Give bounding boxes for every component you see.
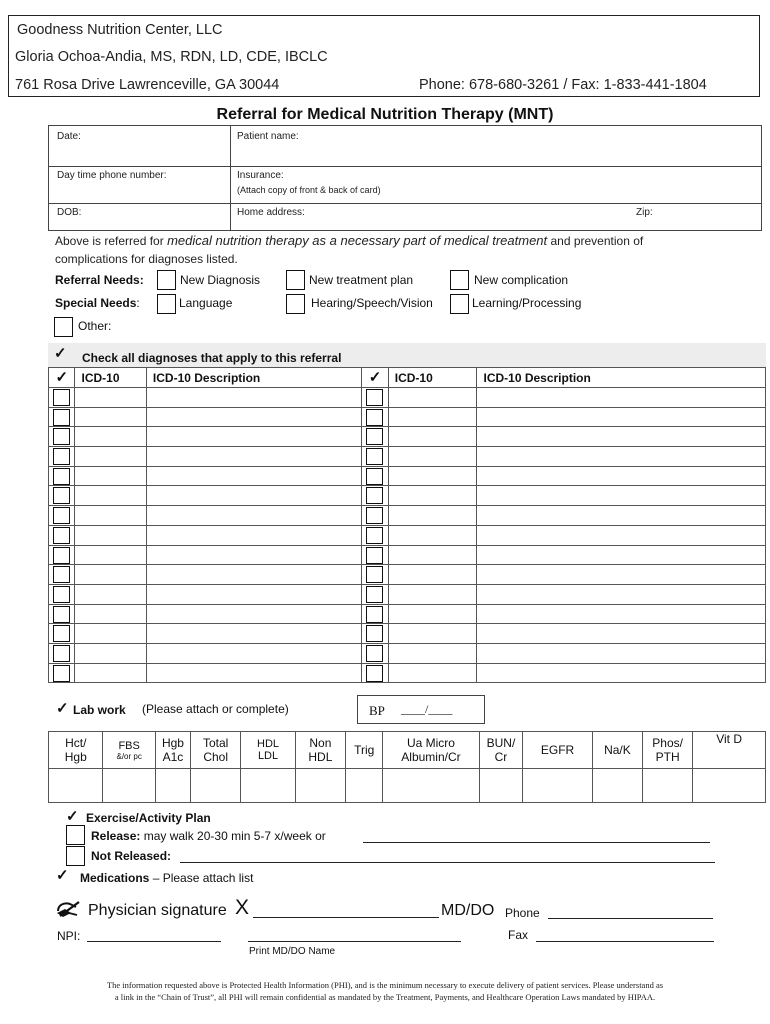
lab-header-line1: Hct/ xyxy=(65,736,87,750)
left-icd-cell[interactable] xyxy=(75,663,146,683)
signature-x-mark: X xyxy=(235,896,250,919)
lab-value-cell[interactable] xyxy=(191,769,241,803)
diagnosis-checkbox[interactable] xyxy=(366,448,383,465)
right-icd-cell[interactable] xyxy=(388,604,477,624)
lab-check-icon: ✓ xyxy=(56,700,69,717)
footer-line1: The information requested above is Protected Health Information (PHI), and is the minimum necessary to execute delivery of patient services. Please understand as xyxy=(106,980,664,990)
release-checkbox[interactable] xyxy=(66,825,85,845)
not-released-line[interactable] xyxy=(180,862,715,863)
diagnosis-checkbox[interactable] xyxy=(366,389,383,406)
left-desc-cell[interactable] xyxy=(146,466,361,486)
day-phone-label: Day time phone number: xyxy=(57,170,167,181)
lab-header-cell xyxy=(523,732,592,769)
insurance-field[interactable] xyxy=(230,166,762,204)
dob-label: DOB: xyxy=(57,207,82,218)
left-icd-header: ICD-10 xyxy=(75,368,146,388)
right-check-header xyxy=(362,368,388,388)
right-check-cell[interactable] xyxy=(362,624,388,644)
right-check-cell[interactable] xyxy=(362,565,388,585)
diagnosis-row xyxy=(49,466,766,486)
not-released-label: Not Released: xyxy=(91,849,172,863)
left-check-cell[interactable] xyxy=(49,643,75,663)
right-icd-cell[interactable] xyxy=(388,506,477,526)
right-check-cell[interactable] xyxy=(362,466,388,486)
right-desc-cell[interactable] xyxy=(477,604,766,624)
patient-name-label: Patient name: xyxy=(237,131,299,142)
diagnosis-row xyxy=(49,506,766,526)
left-icd-cell[interactable] xyxy=(75,427,146,447)
left-check-cell[interactable] xyxy=(49,486,75,506)
other-checkbox[interactable] xyxy=(54,317,73,337)
right-desc-cell[interactable] xyxy=(477,466,766,486)
right-icd-cell[interactable] xyxy=(388,427,477,447)
left-desc-cell[interactable] xyxy=(146,447,361,467)
left-desc-cell[interactable] xyxy=(146,624,361,644)
provider-name: Gloria Ochoa-Andia, MS, RDN, LD, CDE, IBCLC xyxy=(15,49,328,65)
lab-value-cell[interactable] xyxy=(643,769,693,803)
bp-field[interactable] xyxy=(357,695,485,724)
new-treatment-label: New treatment plan xyxy=(309,273,414,287)
learning-label: Learning/Processing xyxy=(472,296,582,310)
left-desc-cell[interactable] xyxy=(146,663,361,683)
lab-value-cell[interactable] xyxy=(479,769,523,803)
intro-italic: medical nutrition therapy as a necessary part of medical treatment xyxy=(167,233,548,248)
left-desc-cell[interactable] xyxy=(146,584,361,604)
left-icd-cell[interactable] xyxy=(75,506,146,526)
right-icd-cell[interactable] xyxy=(388,447,477,467)
diagnosis-checkbox[interactable] xyxy=(53,468,70,485)
lab-header-cell xyxy=(49,732,103,769)
diagnosis-checkbox[interactable] xyxy=(53,566,70,583)
lab-header-line1: Total xyxy=(203,736,229,750)
right-desc-cell[interactable] xyxy=(477,584,766,604)
right-desc-cell[interactable] xyxy=(477,447,766,467)
left-check-cell[interactable] xyxy=(49,624,75,644)
release-line[interactable] xyxy=(363,842,710,843)
left-check-cell[interactable] xyxy=(49,407,75,427)
org-name: Goodness Nutrition Center, LLC xyxy=(17,22,223,38)
lab-header-line2: LDL xyxy=(257,750,279,762)
date-label: Date: xyxy=(57,131,81,142)
lab-header-cell xyxy=(155,732,190,769)
fax-label: Fax xyxy=(508,928,529,942)
diagnosis-checkbox[interactable] xyxy=(366,409,383,426)
lab-header-line1: Non xyxy=(309,736,332,750)
diagnosis-row xyxy=(49,584,766,604)
lab-header-line2: PTH xyxy=(655,750,680,764)
right-desc-cell[interactable] xyxy=(477,388,766,408)
left-icd-cell[interactable] xyxy=(75,388,146,408)
diagnosis-checkbox[interactable] xyxy=(366,645,383,662)
right-icd-cell[interactable] xyxy=(388,545,477,565)
lab-value-cell[interactable] xyxy=(346,769,383,803)
lab-value-cell[interactable] xyxy=(693,769,766,803)
lab-header-line1: HDL xyxy=(257,738,280,750)
left-icd-cell[interactable] xyxy=(75,525,146,545)
lab-header-line2: HDL xyxy=(308,750,333,764)
right-desc-cell[interactable] xyxy=(477,663,766,683)
diagnosis-checkbox[interactable] xyxy=(366,547,383,564)
lab-header-row xyxy=(49,732,766,769)
right-icd-cell[interactable] xyxy=(388,486,477,506)
referral-intro xyxy=(55,232,755,268)
right-check-cell[interactable] xyxy=(362,604,388,624)
lab-header-cell xyxy=(479,732,523,769)
diagnosis-checkbox[interactable] xyxy=(366,487,383,504)
left-desc-cell[interactable] xyxy=(146,643,361,663)
lab-header-line1: Ua Micro xyxy=(406,736,455,750)
diagnosis-checkbox[interactable] xyxy=(366,625,383,642)
diagnosis-checkbox[interactable] xyxy=(53,409,70,426)
right-icd-cell[interactable] xyxy=(388,525,477,545)
lab-value-cell[interactable] xyxy=(295,769,345,803)
diagnosis-checkbox[interactable] xyxy=(366,468,383,485)
right-check-cell[interactable] xyxy=(362,663,388,683)
left-check-cell[interactable] xyxy=(49,466,75,486)
zip-label: Zip: xyxy=(636,207,653,218)
new-diagnosis-checkbox[interactable] xyxy=(157,270,176,290)
left-icd-cell[interactable] xyxy=(75,643,146,663)
intro-line2: complications for diagnoses listed. xyxy=(55,252,238,266)
day-phone-field[interactable] xyxy=(48,166,231,204)
diagnosis-checkbox[interactable] xyxy=(53,625,70,642)
diagnoses-rows xyxy=(49,388,766,683)
right-icd-cell[interactable] xyxy=(388,466,477,486)
diagnosis-checkbox[interactable] xyxy=(53,527,70,544)
diagnosis-row xyxy=(49,486,766,506)
diagnosis-checkbox[interactable] xyxy=(53,586,70,603)
left-check-cell[interactable] xyxy=(49,388,75,408)
npi-line[interactable] xyxy=(87,941,221,942)
right-check-cell[interactable] xyxy=(362,447,388,467)
left-check-cell[interactable] xyxy=(49,663,75,683)
diagnoses-header-row xyxy=(49,368,766,388)
bp-label: BP xyxy=(369,703,385,718)
left-desc-cell[interactable] xyxy=(146,545,361,565)
right-desc-cell[interactable] xyxy=(477,486,766,506)
npi-label: NPI: xyxy=(57,929,81,943)
diagnoses-title: Check all diagnoses that apply to this referral xyxy=(82,351,342,365)
lab-value-cell[interactable] xyxy=(383,769,479,803)
lab-header-line1: Trig xyxy=(354,743,375,757)
lab-title: Lab work xyxy=(73,703,126,717)
diagnosis-checkbox[interactable] xyxy=(53,448,70,465)
right-check-cell[interactable] xyxy=(362,584,388,604)
left-desc-cell[interactable] xyxy=(146,486,361,506)
medications-label: Medications xyxy=(80,871,150,885)
print-name-label: Print MD/DO Name xyxy=(249,946,336,957)
medications-desc: – Please attach list xyxy=(149,871,254,885)
right-desc-cell[interactable] xyxy=(477,506,766,526)
special-needs-colon: : xyxy=(136,296,140,310)
diagnosis-row xyxy=(49,624,766,644)
lab-note: (Please attach or complete) xyxy=(142,702,289,716)
special-needs-text: Special Needs xyxy=(55,296,137,310)
lab-header-cell xyxy=(346,732,383,769)
right-icd-cell[interactable] xyxy=(388,407,477,427)
right-icd-cell[interactable] xyxy=(388,663,477,683)
lab-header-line2: Chol xyxy=(203,750,229,764)
left-icd-cell[interactable] xyxy=(75,604,146,624)
right-icd-cell[interactable] xyxy=(388,565,477,585)
home-address-field[interactable] xyxy=(230,203,762,231)
right-desc-cell[interactable] xyxy=(477,427,766,447)
lab-header-line2: A1c xyxy=(162,750,184,764)
lab-table xyxy=(48,731,766,803)
left-check-cell[interactable] xyxy=(49,506,75,526)
diagnosis-row xyxy=(49,427,766,447)
diagnosis-checkbox[interactable] xyxy=(366,665,383,682)
insurance-note: (Attach copy of front & back of card) xyxy=(237,185,381,195)
new-complication-label: New complication xyxy=(474,273,569,287)
right-icd-cell[interactable] xyxy=(388,624,477,644)
right-check-cell[interactable] xyxy=(362,388,388,408)
release-text xyxy=(91,829,326,843)
insurance-label: Insurance: xyxy=(237,170,284,181)
diagnosis-row xyxy=(49,388,766,408)
left-check-cell[interactable] xyxy=(49,584,75,604)
lab-value-cell[interactable] xyxy=(155,769,190,803)
lab-header-line1: Vit D xyxy=(716,732,743,746)
left-check-cell[interactable] xyxy=(49,604,75,624)
right-desc-cell[interactable] xyxy=(477,565,766,585)
lab-header-line1: EGFR xyxy=(540,743,575,757)
left-desc-cell[interactable] xyxy=(146,525,361,545)
bp-blank: ____/____ xyxy=(401,702,453,716)
pen-signature-icon xyxy=(55,899,83,919)
new-diagnosis-label: New Diagnosis xyxy=(180,273,261,287)
diagnosis-row xyxy=(49,525,766,545)
lab-header-line1: Phos/ xyxy=(652,736,683,750)
right-check-cell[interactable] xyxy=(362,427,388,447)
right-icd-cell[interactable] xyxy=(388,584,477,604)
left-desc-cell[interactable] xyxy=(146,407,361,427)
exercise-title: Exercise/Activity Plan xyxy=(86,811,211,825)
diagnosis-checkbox[interactable] xyxy=(366,586,383,603)
lab-header-cell xyxy=(295,732,345,769)
exercise-check-icon: ✓ xyxy=(66,808,79,825)
left-desc-cell[interactable] xyxy=(146,565,361,585)
phi-footer xyxy=(0,979,770,1003)
diagnosis-row xyxy=(49,643,766,663)
left-check-cell[interactable] xyxy=(49,565,75,585)
footer-line2: a link in the “Chain of Trust”, all PHI will remain confidential as mandated by the Treatment, Payments, and Healthcare Operation Laws mandated by HIPAA. xyxy=(114,992,656,1002)
dob-field[interactable] xyxy=(48,203,231,231)
home-address-label: Home address: xyxy=(237,207,305,218)
intro-part2: and prevention of xyxy=(547,234,644,248)
left-check-header xyxy=(49,368,75,388)
right-desc-cell[interactable] xyxy=(477,407,766,427)
form-title: Referral for Medical Nutrition Therapy (MNT) xyxy=(216,106,554,123)
lab-header-line2: Hgb xyxy=(64,750,87,764)
other-label: Other: xyxy=(78,319,112,333)
lab-header-line2: Cr xyxy=(494,750,508,764)
new-treatment-checkbox[interactable] xyxy=(286,270,305,290)
diagnosis-checkbox[interactable] xyxy=(53,487,70,504)
diagnosis-checkbox[interactable] xyxy=(53,428,70,445)
fax-line[interactable] xyxy=(536,941,714,942)
lab-header-cell xyxy=(643,732,693,769)
right-icd-header: ICD-10 xyxy=(388,368,477,388)
hearing-label: Hearing/Speech/Vision xyxy=(311,296,433,310)
lab-value-cell[interactable] xyxy=(49,769,103,803)
lab-header-line2: &/or pc xyxy=(116,751,142,761)
left-icd-cell[interactable] xyxy=(75,624,146,644)
diagnosis-checkbox[interactable] xyxy=(366,566,383,583)
language-label: Language xyxy=(179,296,233,310)
right-check-cell[interactable] xyxy=(362,643,388,663)
right-check-header-icon: ✓ xyxy=(368,369,382,386)
physician-signature-label: Physician signature xyxy=(88,902,227,919)
lab-header-cell xyxy=(103,732,155,769)
lab-value-cell[interactable] xyxy=(523,769,592,803)
right-check-cell[interactable] xyxy=(362,486,388,506)
diagnosis-checkbox[interactable] xyxy=(366,606,383,623)
medications-text xyxy=(80,871,253,885)
lab-value-cell[interactable] xyxy=(241,769,295,803)
left-icd-cell[interactable] xyxy=(75,584,146,604)
diagnosis-checkbox[interactable] xyxy=(366,507,383,524)
left-desc-header: ICD-10 Description xyxy=(146,368,361,388)
diagnosis-checkbox[interactable] xyxy=(366,428,383,445)
referral-needs-label: Referral Needs: xyxy=(55,273,144,287)
not-released-checkbox[interactable] xyxy=(66,846,85,866)
diagnosis-checkbox[interactable] xyxy=(53,645,70,662)
diagnosis-row xyxy=(49,604,766,624)
right-check-cell[interactable] xyxy=(362,407,388,427)
right-icd-cell[interactable] xyxy=(388,388,477,408)
lab-header-cell xyxy=(693,732,766,769)
date-field[interactable] xyxy=(48,125,231,167)
diagnosis-row xyxy=(49,545,766,565)
left-desc-cell[interactable] xyxy=(146,604,361,624)
lab-header-cell xyxy=(191,732,241,769)
diagnosis-row xyxy=(49,447,766,467)
diagnosis-checkbox[interactable] xyxy=(366,527,383,544)
md-do-label: MD/DO xyxy=(441,902,495,919)
new-complication-checkbox[interactable] xyxy=(450,270,469,290)
medications-check-icon: ✓ xyxy=(56,867,69,884)
left-icd-cell[interactable] xyxy=(75,447,146,467)
diagnosis-row xyxy=(49,663,766,683)
special-needs-label xyxy=(55,296,140,310)
right-check-cell[interactable] xyxy=(362,506,388,526)
diagnosis-checkbox[interactable] xyxy=(53,507,70,524)
right-desc-cell[interactable] xyxy=(477,545,766,565)
right-icd-cell[interactable] xyxy=(388,643,477,663)
release-desc: may walk 20-30 min 5-7 x/week or xyxy=(140,829,326,843)
lab-header-line1: BUN/ xyxy=(486,736,516,750)
lab-header-cell xyxy=(241,732,295,769)
patient-name-field[interactable] xyxy=(230,125,762,167)
lab-value-cell[interactable] xyxy=(592,769,642,803)
right-check-cell[interactable] xyxy=(362,525,388,545)
language-checkbox[interactable] xyxy=(157,294,176,314)
right-desc-header: ICD-10 Description xyxy=(477,368,766,388)
intro-part1: Above is referred for xyxy=(55,234,168,248)
diagnosis-checkbox[interactable] xyxy=(53,606,70,623)
print-name-line[interactable] xyxy=(248,941,461,942)
diagnoses-check-icon: ✓ xyxy=(54,345,67,362)
org-contact: Phone: 678-680-3261 / Fax: 1-833-441-1804 xyxy=(419,77,707,93)
diagnoses-table xyxy=(48,367,766,687)
left-desc-cell[interactable] xyxy=(146,427,361,447)
diagnosis-checkbox[interactable] xyxy=(53,665,70,682)
hearing-checkbox[interactable] xyxy=(286,294,305,314)
left-check-header-icon: ✓ xyxy=(55,369,69,386)
right-desc-cell[interactable] xyxy=(477,525,766,545)
patient-info-grid xyxy=(48,125,762,231)
lab-value-cell[interactable] xyxy=(103,769,155,803)
lab-header-line2: Albumin/Cr xyxy=(401,750,461,764)
letterhead xyxy=(8,15,760,97)
left-check-cell[interactable] xyxy=(49,525,75,545)
left-icd-cell[interactable] xyxy=(75,545,146,565)
right-desc-cell[interactable] xyxy=(477,643,766,663)
lab-header-line1: Hgb xyxy=(161,736,184,750)
diagnosis-checkbox[interactable] xyxy=(53,547,70,564)
learning-checkbox[interactable] xyxy=(450,294,469,314)
right-check-cell[interactable] xyxy=(362,545,388,565)
org-address: 761 Rosa Drive Lawrenceville, GA 30044 xyxy=(15,77,280,93)
left-desc-cell[interactable] xyxy=(146,506,361,526)
lab-header-line1: Na/K xyxy=(604,743,631,757)
diagnosis-row xyxy=(49,565,766,585)
signature-line[interactable] xyxy=(253,917,439,918)
phone-line[interactable] xyxy=(548,918,713,919)
left-desc-cell[interactable] xyxy=(146,388,361,408)
diagnosis-checkbox[interactable] xyxy=(53,389,70,406)
left-icd-cell[interactable] xyxy=(75,466,146,486)
right-desc-cell[interactable] xyxy=(477,624,766,644)
lab-values-row xyxy=(49,769,766,803)
lab-header-cell xyxy=(592,732,642,769)
lab-header-line1: FBS xyxy=(118,739,140,752)
left-icd-cell[interactable] xyxy=(75,565,146,585)
phone-label: Phone xyxy=(505,906,540,920)
left-icd-cell[interactable] xyxy=(75,407,146,427)
left-icd-cell[interactable] xyxy=(75,486,146,506)
lab-header-cell xyxy=(383,732,479,769)
release-label: Release: xyxy=(91,829,141,843)
left-check-cell[interactable] xyxy=(49,447,75,467)
diagnosis-row xyxy=(49,407,766,427)
left-check-cell[interactable] xyxy=(49,427,75,447)
left-check-cell[interactable] xyxy=(49,545,75,565)
